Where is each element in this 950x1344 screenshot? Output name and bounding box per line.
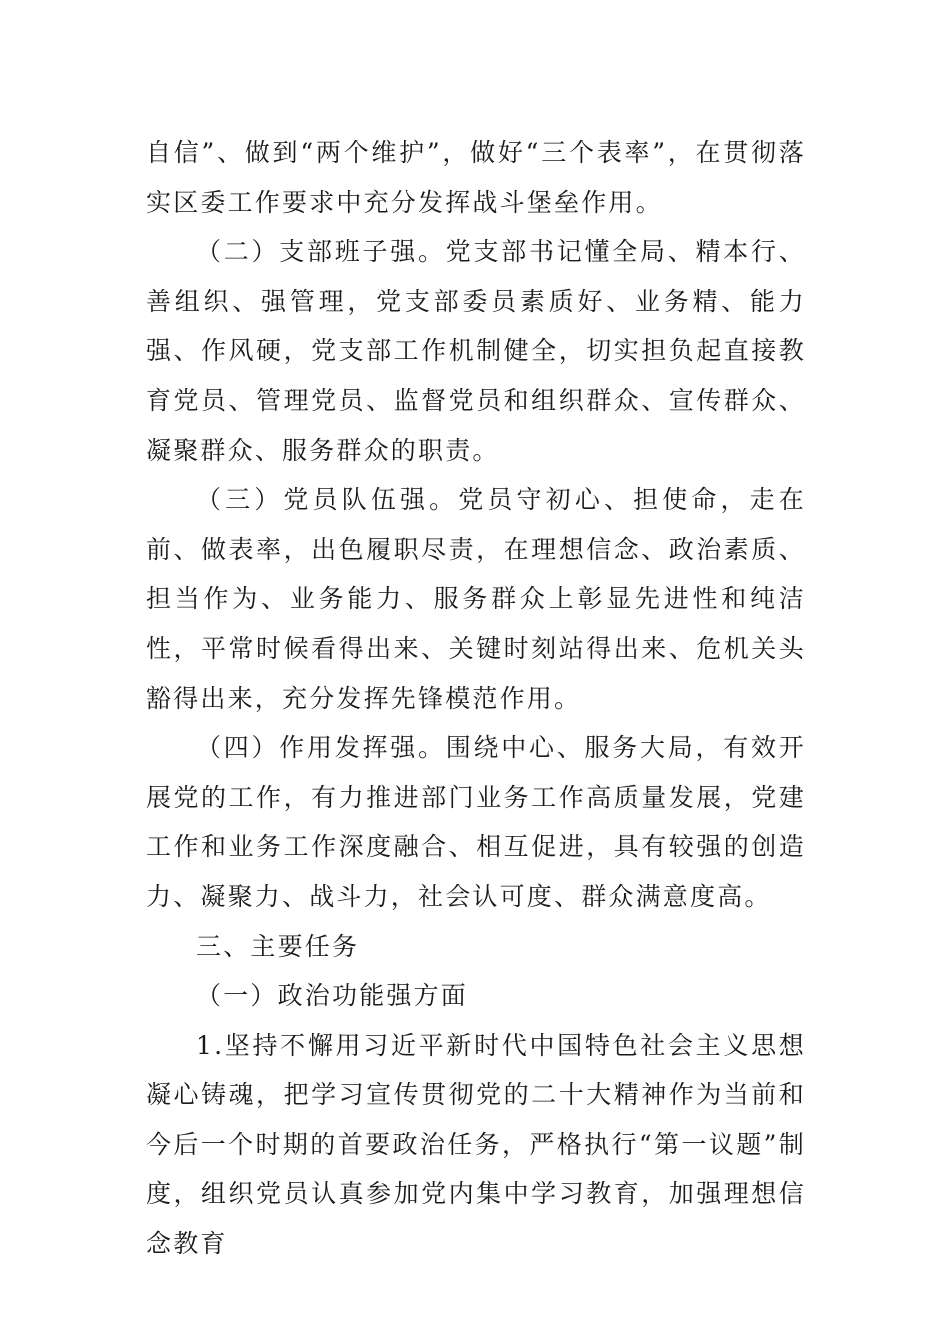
paragraph-continuation: 自信”、做到“两个维护”，做好“三个表率”，在贯彻落实区委工作要求中充分发挥战斗堡垒作用。 xyxy=(146,138,806,217)
paragraph-item-1: 1.坚持不懈用习近平新时代中国特色社会主义思想凝心铸魂，把学习宣传贯彻党的二十大精神作为当前和今后一个时期的首要政治任务，严格执行“第一议题”制度，组织党员认真参加党内集中学习教育，加强理想信念教育 xyxy=(146,1030,806,1259)
document-body xyxy=(146,128,806,1269)
paragraph-role-function: （四）作用发挥强。围绕中心、服务大局，有效开展党的工作，有力推进部门业务工作高质量发展，党建工作和业务工作深度融合、相互促进，具有较强的创造力、凝聚力、战斗力，社会认可度、群众满意度高。 xyxy=(146,733,806,911)
paragraph-member-team: （三）党员队伍强。党员守初心、担使命，走在前、做表率，出色履职尽责，在理想信念、政治素质、担当作为、业务能力、服务群众上彰显先进性和纯洁性，平常时候看得出来、关键时刻站得出来、危机关头豁得出来，充分发挥先锋模范作用。 xyxy=(146,485,806,713)
subsection-heading-political-function: （一）政治功能强方面 xyxy=(196,981,469,1011)
paragraph-branch-leadership: （二）支部班子强。党支部书记懂全局、精本行、善组织、强管理，党支部委员素质好、业务精、能力强、作风硬，党支部工作机制健全，切实担负起直接教育党员、管理党员、监督党员和组织群众、宣传群众、凝聚群众、服务群众的职责。 xyxy=(146,237,806,465)
section-heading-main-tasks: 三、主要任务 xyxy=(196,931,360,961)
